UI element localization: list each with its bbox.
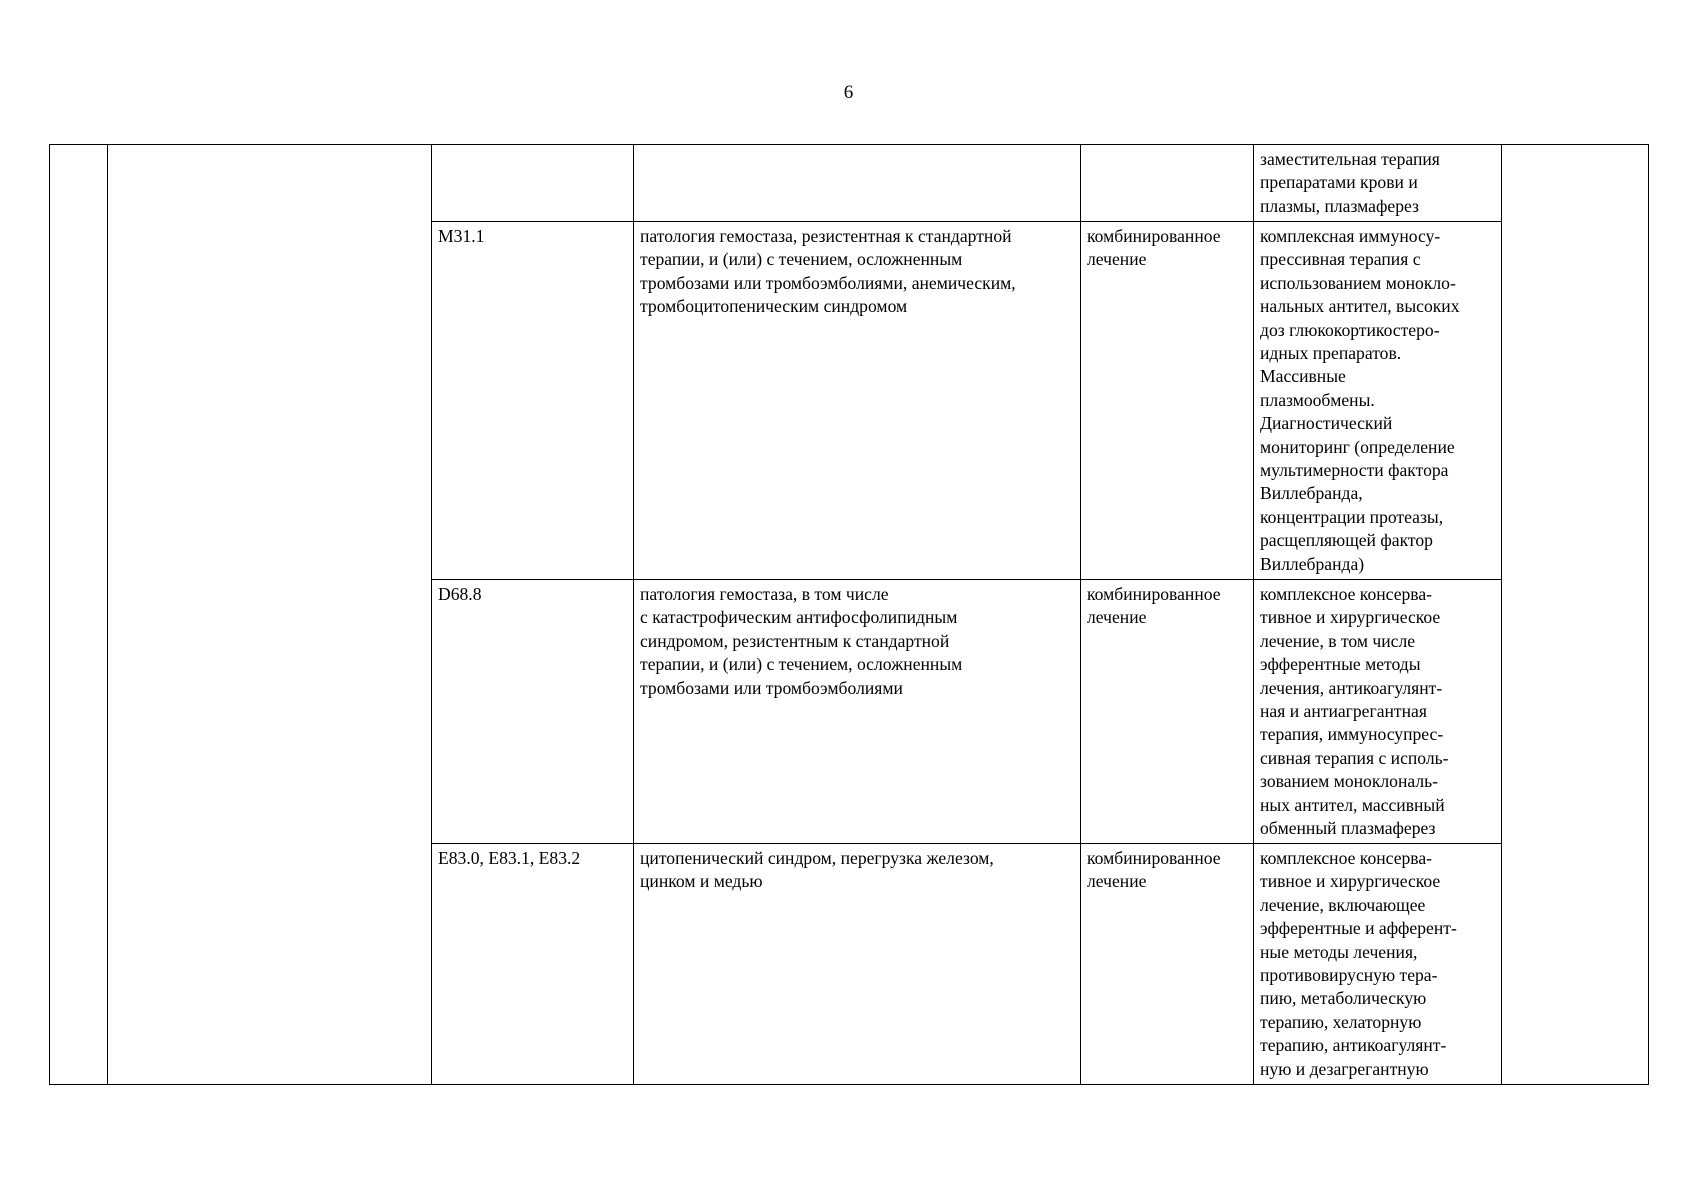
method-text: комплексная иммуносу- прессивная терапия с использованием моноклo- нальных антител, высоких доз глюкокортикостеро- идных препаратов. Массивные плазмообмены. Диагностический мониторинг (определение мультимерности фактора Виллебранда, концентрации протеазы, расщепляющей фактор Виллебранда) [1260,226,1460,574]
treatment-type-text: комбинированное лечение [1087,848,1221,892]
method-text: заместительная терапия препаратами крови и плазмы, плазмаферез [1260,149,1440,216]
treatment-type-cell [1081,580,1254,844]
diagnosis-text: цитопенический синдром, перегрузка железом, цинком и медью [640,848,994,892]
diagnosis-text: патология гемостаза, в том числе с катастрофическим антифосфолипидным синдромом, резистентным к стандартной терапии, и (или) с течением, осложненным тромбозами или тромбоэмболиями [640,584,963,698]
code-text: D68.8 [438,584,482,604]
code-cell [432,844,634,1085]
method-cell [1254,844,1502,1085]
diagnosis-cell [634,145,1081,222]
diagnosis-cell [634,222,1081,580]
procedures-table [49,144,1649,1085]
method-text: комплексное консерва- тивное и хирургическое лечение, в том числе эфферентные методы лечения, антикоагулянт- ная и антиагрегантная терапия, иммуносупрес- сивная терапия с исполь- зованием моноклональ- ных антител, массивный обменный плазмаферез [1260,584,1449,839]
treatment-type-cell [1081,844,1254,1085]
care-type-cell [108,145,432,1085]
code-cell [432,222,634,580]
treatment-type-cell [1081,222,1254,580]
diagnosis-cell [634,844,1081,1085]
method-cell [1254,580,1502,844]
code-text: M31.1 [438,226,485,246]
method-text: комплексное консерва- тивное и хирургическое лечение, включающее эфферентные и афферент- ные методы лечения, противовирусную тера- пию, метаболическую терапию, хелаторную терапию, антикоагулянт- ную и дезагрегантную [1260,848,1457,1079]
treatment-type-cell [1081,145,1254,222]
treatment-type-text: комбинированное лечение [1087,584,1221,628]
page-number: 6 [843,82,854,103]
treatment-type-text: комбинированное лечение [1087,226,1221,270]
code-cell [432,580,634,844]
code-cell [432,145,634,222]
table-row [50,145,1649,222]
cost-cell [1502,145,1649,1085]
method-cell [1254,145,1502,222]
diagnosis-cell [634,580,1081,844]
number-cell [50,145,108,1085]
code-text: E83.0, E83.1, E83.2 [438,848,581,868]
diagnosis-text: патология гемостаза, резистентная к стандартной терапии, и (или) с течением, осложненным тромбозами или тромбоэмболиями, анемическим, тромбоцитопеническим синдромом [640,226,1016,317]
method-cell [1254,222,1502,580]
